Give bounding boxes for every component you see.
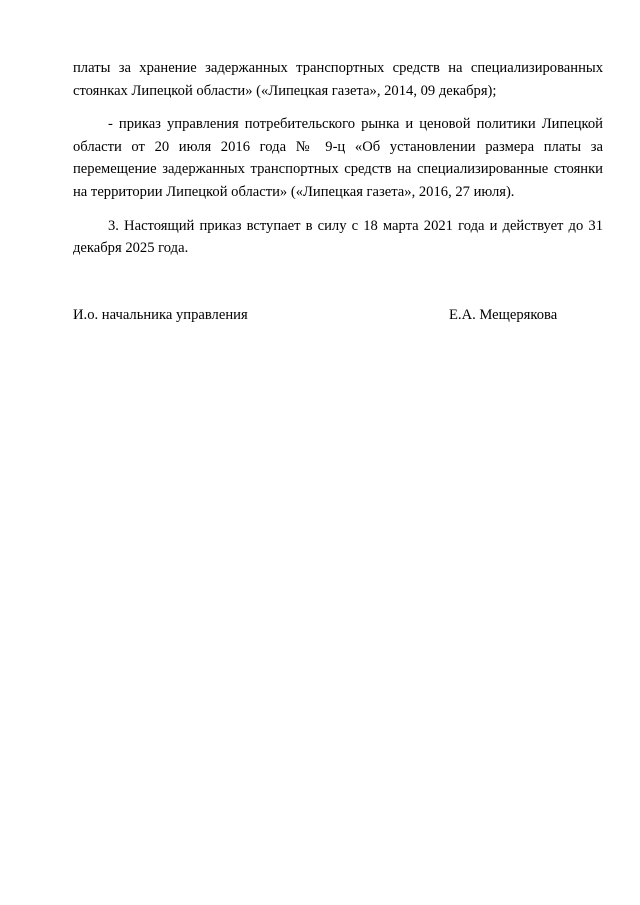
paragraph-continuation: платы за хранение задержанных транспортных средств на специализированных стоянках Липецкой области» («Липецкая газета», 2014, 09 декабря); [73, 60, 603, 99]
document-body [73, 57, 603, 271]
signature-name: Е.А. Мещерякова [449, 307, 558, 323]
signature-title: И.о. начальника управления [73, 307, 248, 323]
paragraph-effective-date: 3. Настоящий приказ вступает в силу с 18 марта 2021 года и действует до 31 декабря 2025 года. [73, 217, 603, 257]
paragraph-order-reference: - приказ управления потребительского рынка и ценовой политики Липецкой области от 20 июля 2016 года № 9-ц «Об установлении размера платы за перемещение задержанных транспортных средств на специализированные стоянки на территории Липецкой области» («Липецкая газета», 2016, 27 июля). [73, 116, 603, 200]
signature-block [73, 304, 603, 326]
